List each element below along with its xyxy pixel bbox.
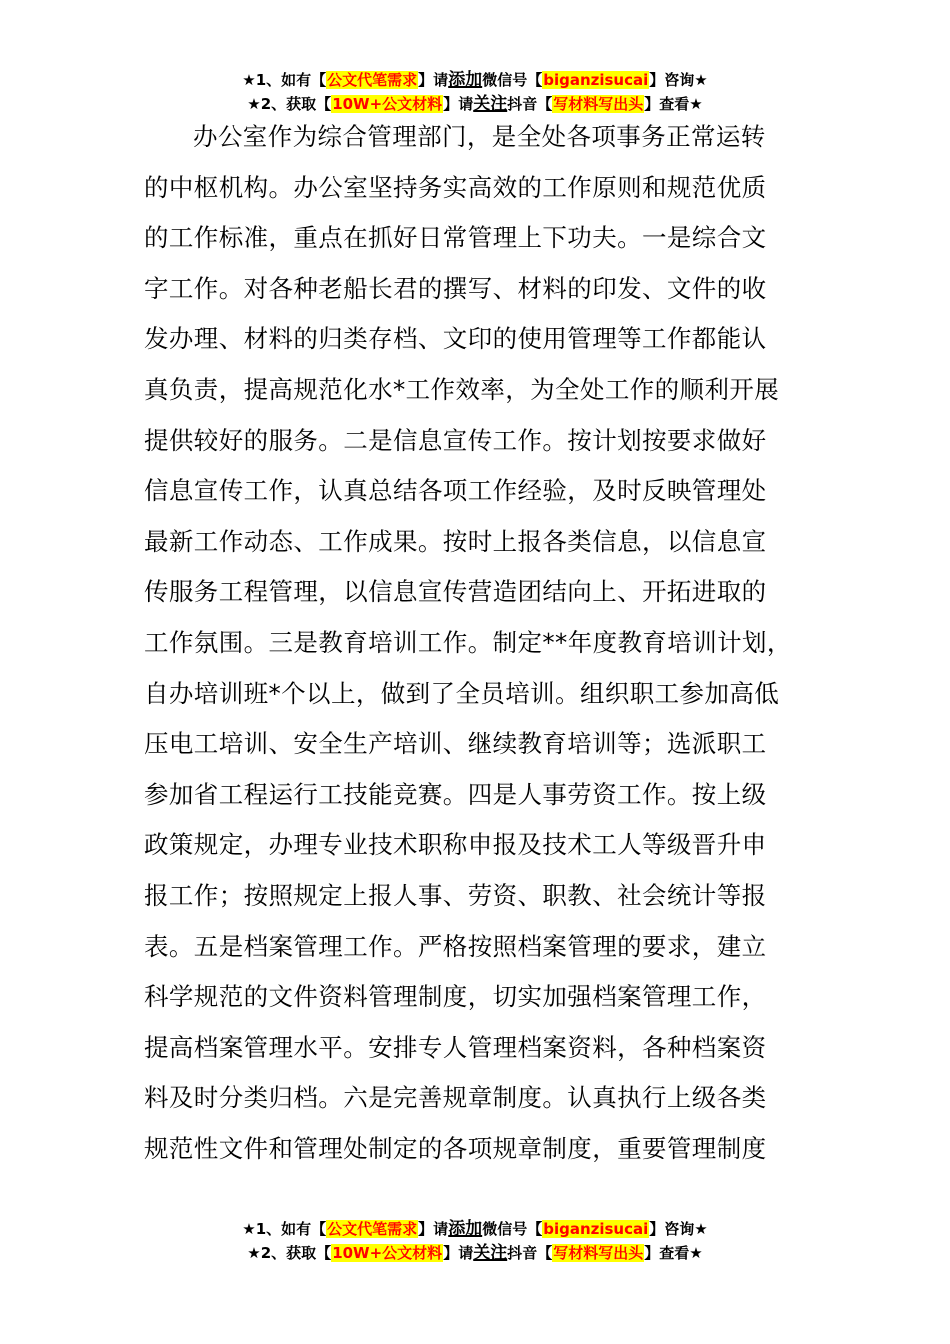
body-line: 传服务工程管理，以信息宣传营造团结向上、开拓进取的 [144,577,767,607]
body-line: 工作氛围。三是教育培训工作。制定**年度教育培训计划， [144,627,792,657]
footer-notice [0,1217,950,1265]
body-line: 最新工作动态、工作成果。按时上报各类信息，以信息宣 [144,526,767,556]
highlight-service: 公文代笔需求 [327,71,418,89]
body-line: 的中枢机构。办公室坚持务实高效的工作原则和规范优质 [144,172,767,202]
body-line: 科学规范的文件资料管理制度，切实加强档案管理工作， [144,982,767,1012]
notice-line-2 [0,1241,950,1265]
body-line: 办公室作为综合管理部门，是全处各项事务正常运转 [193,122,766,151]
notice-text: ★1、如有【 [242,1220,327,1238]
notice-text: 】查看★ [644,1244,703,1262]
highlight-service: 公文代笔需求 [327,1220,418,1238]
body-line: 提高档案管理水平。安排专人管理档案资料，各种档案资 [144,1032,767,1062]
notice-text: 】请 [443,95,474,113]
notice-emphasis: 添加 [448,1219,483,1239]
body-line: 信息宣传工作，认真总结各项工作经验，及时反映管理处 [144,476,767,506]
highlight-douyin-account: 写材料写出头 [553,95,644,113]
body-line: 料及时分类归档。六是完善规章制度。认真执行上级各类 [144,1083,767,1113]
body-line: 规范性文件和管理处制定的各项规章制度，重要管理制度 [144,1133,767,1163]
highlight-wechat-id: biganzisucai [543,71,649,89]
highlight-wechat-id: biganzisucai [543,1220,649,1238]
highlight-douyin-account: 写材料写出头 [553,1244,644,1262]
body-line: 提供较好的服务。二是信息宣传工作。按计划按要求做好 [144,425,767,455]
notice-emphasis: 关注 [473,94,508,114]
highlight-materials: 10W+公文材料 [332,1244,443,1262]
body-line: 的工作标准，重点在抓好日常管理上下功夫。一是综合文 [144,223,767,253]
notice-text: 抖音【 [507,1244,553,1262]
header-notice [0,68,950,116]
notice-text: 】请 [418,71,449,89]
body-line: 压电工培训、安全生产培训、继续教育培训等；选派职工 [144,729,767,759]
notice-text: ★2、获取【 [247,95,332,113]
body-line: 报工作；按照规定上报人事、劳资、职教、社会统计等报 [144,880,767,910]
document-body [144,112,834,1174]
body-line: 真负责，提高规范化水*工作效率，为全处工作的顺利开展 [144,374,780,404]
notice-emphasis: 添加 [448,70,483,90]
highlight-materials: 10W+公文材料 [332,95,443,113]
body-line: 字工作。对各种老船长君的撰写、材料的印发、文件的收 [144,273,767,303]
notice-emphasis: 关注 [473,1243,508,1263]
notice-text: ★1、如有【 [242,71,327,89]
body-line: 参加省工程运行工技能竞赛。四是人事劳资工作。按上级 [144,779,767,809]
notice-text: ★2、获取【 [247,1244,332,1262]
notice-text: 微信号【 [482,1220,543,1238]
notice-text: 】查看★ [644,95,703,113]
notice-text: 】请 [443,1244,474,1262]
notice-line-1 [0,1217,950,1241]
notice-line-1 [0,68,950,92]
body-line: 表。五是档案管理工作。严格按照档案管理的要求，建立 [144,931,767,961]
notice-text: 微信号【 [482,71,543,89]
body-line: 自办培训班*个以上，做到了全员培训。组织职工参加高低 [144,678,780,708]
notice-text: 】咨询★ [649,1220,708,1238]
notice-text: 抖音【 [507,95,553,113]
notice-text: 】咨询★ [649,71,708,89]
body-line: 政策规定，办理专业技术职称申报及技术工人等级晋升申 [144,830,767,860]
notice-text: 】请 [418,1220,449,1238]
body-line: 发办理、材料的归类存档、文印的使用管理等工作都能认 [144,324,767,354]
